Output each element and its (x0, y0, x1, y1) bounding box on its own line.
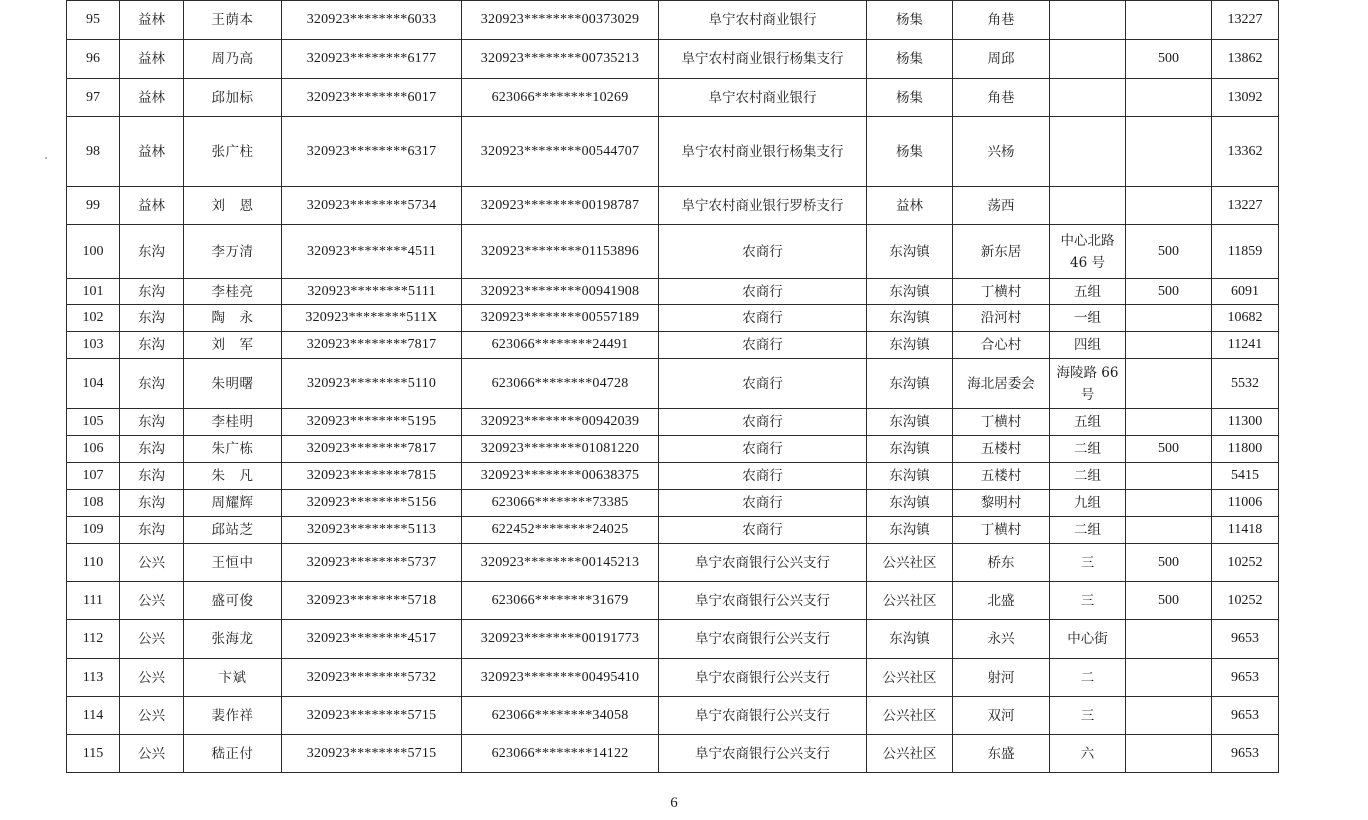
cell-group-address (1050, 40, 1126, 79)
cell-bank-account: 320923********00557189 (462, 305, 659, 332)
cell-total: 13092 (1212, 79, 1279, 117)
cell-serial-number: 113 (67, 659, 120, 697)
cell-village: 丁横村 (953, 279, 1050, 305)
cell-serial-number: 110 (67, 544, 120, 582)
cell-bank-account: 623066********24491 (462, 332, 659, 359)
cell-amount (1126, 659, 1212, 697)
cell-bank: 阜宁农商银行公兴支行 (659, 544, 867, 582)
cell-bank-account: 320923********01153896 (462, 225, 659, 279)
cell-serial-number: 109 (67, 517, 120, 544)
table-row (67, 697, 1279, 735)
cell-group-address: 三 (1050, 697, 1126, 735)
cell-bank-account: 320923********00191773 (462, 620, 659, 659)
cell-bank: 阜宁农商银行公兴支行 (659, 659, 867, 697)
cell-bank: 阜宁农村商业银行罗桥支行 (659, 187, 867, 225)
cell-name: 王荫本 (184, 1, 282, 40)
table-row (67, 279, 1279, 305)
table-row (67, 659, 1279, 697)
cell-id-card: 320923********5737 (282, 544, 462, 582)
cell-township: 东沟镇 (867, 490, 953, 517)
cell-village: 海北居委会 (953, 359, 1050, 409)
cell-bank-account: 623066********31679 (462, 582, 659, 620)
cell-township: 杨集 (867, 40, 953, 79)
cell-id-card: 320923********5715 (282, 697, 462, 735)
cell-bank: 农商行 (659, 359, 867, 409)
cell-town: 公兴 (120, 735, 184, 773)
table-row (67, 582, 1279, 620)
cell-township: 东沟镇 (867, 620, 953, 659)
cell-bank-account: 320923********01081220 (462, 436, 659, 463)
cell-amount (1126, 517, 1212, 544)
cell-id-card: 320923********4517 (282, 620, 462, 659)
cell-serial-number: 106 (67, 436, 120, 463)
cell-town: 益林 (120, 117, 184, 187)
cell-group-address: 二组 (1050, 436, 1126, 463)
table-row (67, 359, 1279, 409)
cell-total: 9653 (1212, 735, 1279, 773)
cell-total: 11418 (1212, 517, 1279, 544)
cell-town: 东沟 (120, 279, 184, 305)
cell-name: 张海龙 (184, 620, 282, 659)
cell-group-address: 中心北路 46 号 (1050, 225, 1126, 279)
cell-village: 北盛 (953, 582, 1050, 620)
cell-bank: 农商行 (659, 305, 867, 332)
table-row (67, 117, 1279, 187)
cell-bank-account: 320923********00145213 (462, 544, 659, 582)
table-row (67, 305, 1279, 332)
cell-amount (1126, 359, 1212, 409)
cell-group-address: 二组 (1050, 463, 1126, 490)
cell-bank: 阜宁农村商业银行杨集支行 (659, 40, 867, 79)
cell-serial-number: 99 (67, 187, 120, 225)
cell-township: 东沟镇 (867, 225, 953, 279)
cell-amount (1126, 697, 1212, 735)
cell-town: 益林 (120, 1, 184, 40)
cell-serial-number: 115 (67, 735, 120, 773)
cell-name: 李桂明 (184, 409, 282, 436)
cell-amount: 500 (1126, 40, 1212, 79)
cell-serial-number: 108 (67, 490, 120, 517)
cell-bank: 农商行 (659, 332, 867, 359)
cell-name: 裴作祥 (184, 697, 282, 735)
cell-serial-number: 114 (67, 697, 120, 735)
cell-bank-account: 622452********24025 (462, 517, 659, 544)
cell-village: 角巷 (953, 1, 1050, 40)
cell-amount (1126, 305, 1212, 332)
cell-amount: 500 (1126, 436, 1212, 463)
cell-amount (1126, 1, 1212, 40)
table-row (67, 187, 1279, 225)
cell-name: 周乃高 (184, 40, 282, 79)
cell-name: 邱加标 (184, 79, 282, 117)
cell-group-address (1050, 79, 1126, 117)
cell-name: 卞斌 (184, 659, 282, 697)
cell-bank: 农商行 (659, 279, 867, 305)
cell-village: 新东居 (953, 225, 1050, 279)
cell-id-card: 320923********5732 (282, 659, 462, 697)
cell-serial-number: 100 (67, 225, 120, 279)
cell-township: 公兴社区 (867, 659, 953, 697)
cell-name: 李桂亮 (184, 279, 282, 305)
cell-bank-account: 320923********00638375 (462, 463, 659, 490)
table-row (67, 463, 1279, 490)
cell-name: 朱明曙 (184, 359, 282, 409)
cell-township: 东沟镇 (867, 463, 953, 490)
cell-town: 益林 (120, 187, 184, 225)
table-row (67, 544, 1279, 582)
cell-amount: 500 (1126, 582, 1212, 620)
table-row (67, 490, 1279, 517)
cell-township: 公兴社区 (867, 544, 953, 582)
cell-village: 合心村 (953, 332, 1050, 359)
cell-village: 荡西 (953, 187, 1050, 225)
cell-total: 11300 (1212, 409, 1279, 436)
cell-group-address: 六 (1050, 735, 1126, 773)
cell-serial-number: 107 (67, 463, 120, 490)
table-row (67, 79, 1279, 117)
table-row (67, 40, 1279, 79)
table-body (67, 1, 1279, 773)
cell-serial-number: 95 (67, 1, 120, 40)
cell-village: 沿河村 (953, 305, 1050, 332)
cell-township: 公兴社区 (867, 582, 953, 620)
cell-total: 10252 (1212, 544, 1279, 582)
cell-village: 双河 (953, 697, 1050, 735)
table-row (67, 620, 1279, 659)
cell-group-address: 二 (1050, 659, 1126, 697)
cell-serial-number: 102 (67, 305, 120, 332)
cell-id-card: 320923********5734 (282, 187, 462, 225)
cell-village: 兴杨 (953, 117, 1050, 187)
cell-id-card: 320923********5156 (282, 490, 462, 517)
cell-bank: 农商行 (659, 490, 867, 517)
cell-village: 丁横村 (953, 409, 1050, 436)
cell-amount: 500 (1126, 544, 1212, 582)
cell-name: 陶 永 (184, 305, 282, 332)
cell-township: 东沟镇 (867, 332, 953, 359)
cell-serial-number: 97 (67, 79, 120, 117)
cell-town: 公兴 (120, 544, 184, 582)
cell-group-address (1050, 1, 1126, 40)
cell-bank: 农商行 (659, 517, 867, 544)
cell-township: 杨集 (867, 79, 953, 117)
cell-township: 杨集 (867, 1, 953, 40)
cell-amount (1126, 735, 1212, 773)
cell-village: 角巷 (953, 79, 1050, 117)
cell-group-address: 九组 (1050, 490, 1126, 517)
table-row (67, 735, 1279, 773)
cell-town: 东沟 (120, 305, 184, 332)
cell-bank-account: 320923********00941908 (462, 279, 659, 305)
cell-total: 11800 (1212, 436, 1279, 463)
cell-group-address: 四组 (1050, 332, 1126, 359)
cell-bank: 农商行 (659, 409, 867, 436)
recipient-table (66, 0, 1279, 773)
cell-bank: 阜宁农商银行公兴支行 (659, 620, 867, 659)
cell-bank-account: 320923********00942039 (462, 409, 659, 436)
cell-group-address: 三 (1050, 544, 1126, 582)
cell-bank: 农商行 (659, 225, 867, 279)
cell-serial-number: 98 (67, 117, 120, 187)
cell-village: 射河 (953, 659, 1050, 697)
cell-id-card: 320923********5110 (282, 359, 462, 409)
cell-town: 东沟 (120, 409, 184, 436)
cell-id-card: 320923********6317 (282, 117, 462, 187)
cell-id-card: 320923********7817 (282, 332, 462, 359)
cell-id-card: 320923********4511 (282, 225, 462, 279)
cell-total: 13227 (1212, 1, 1279, 40)
cell-name: 朱广栋 (184, 436, 282, 463)
cell-bank: 阜宁农村商业银行杨集支行 (659, 117, 867, 187)
cell-serial-number: 105 (67, 409, 120, 436)
cell-serial-number: 101 (67, 279, 120, 305)
cell-id-card: 320923********5195 (282, 409, 462, 436)
cell-total: 10252 (1212, 582, 1279, 620)
cell-total: 13227 (1212, 187, 1279, 225)
cell-group-address: 二组 (1050, 517, 1126, 544)
cell-bank-account: 320923********00495410 (462, 659, 659, 697)
cell-total: 13362 (1212, 117, 1279, 187)
cell-total: 5415 (1212, 463, 1279, 490)
cell-id-card: 320923********7815 (282, 463, 462, 490)
cell-bank: 农商行 (659, 436, 867, 463)
cell-name: 邱站芝 (184, 517, 282, 544)
cell-group-address: 中心街 (1050, 620, 1126, 659)
cell-village: 黎明村 (953, 490, 1050, 517)
cell-village: 永兴 (953, 620, 1050, 659)
cell-id-card: 320923********6177 (282, 40, 462, 79)
cell-village: 丁横村 (953, 517, 1050, 544)
cell-name: 周耀辉 (184, 490, 282, 517)
cell-name: 刘 恩 (184, 187, 282, 225)
table-row (67, 1, 1279, 40)
cell-bank-account: 320923********00735213 (462, 40, 659, 79)
cell-bank: 阜宁农商银行公兴支行 (659, 697, 867, 735)
cell-amount (1126, 620, 1212, 659)
cell-bank: 阜宁农商银行公兴支行 (659, 582, 867, 620)
cell-township: 杨集 (867, 117, 953, 187)
cell-bank-account: 623066********14122 (462, 735, 659, 773)
cell-town: 东沟 (120, 517, 184, 544)
cell-township: 益林 (867, 187, 953, 225)
cell-town: 公兴 (120, 697, 184, 735)
cell-group-address (1050, 117, 1126, 187)
cell-amount (1126, 490, 1212, 517)
cell-bank: 农商行 (659, 463, 867, 490)
cell-name: 王恒中 (184, 544, 282, 582)
cell-town: 公兴 (120, 659, 184, 697)
cell-id-card: 320923********511X (282, 305, 462, 332)
cell-amount: 500 (1126, 225, 1212, 279)
cell-township: 公兴社区 (867, 697, 953, 735)
cell-amount: 500 (1126, 279, 1212, 305)
cell-name: 朱 凡 (184, 463, 282, 490)
cell-total: 6091 (1212, 279, 1279, 305)
cell-town: 东沟 (120, 332, 184, 359)
cell-name: 张广柱 (184, 117, 282, 187)
cell-township: 东沟镇 (867, 517, 953, 544)
cell-bank-account: 320923********00198787 (462, 187, 659, 225)
page-number: 6 (670, 795, 678, 811)
cell-total: 5532 (1212, 359, 1279, 409)
cell-serial-number: 104 (67, 359, 120, 409)
table-row (67, 436, 1279, 463)
cell-total: 11859 (1212, 225, 1279, 279)
cell-township: 东沟镇 (867, 305, 953, 332)
cell-amount (1126, 117, 1212, 187)
cell-amount (1126, 332, 1212, 359)
cell-group-address: 五组 (1050, 409, 1126, 436)
cell-group-address: 三 (1050, 582, 1126, 620)
cell-town: 公兴 (120, 582, 184, 620)
cell-village: 东盛 (953, 735, 1050, 773)
cell-town: 公兴 (120, 620, 184, 659)
cell-id-card: 320923********5718 (282, 582, 462, 620)
cell-total: 11006 (1212, 490, 1279, 517)
cell-village: 五楼村 (953, 436, 1050, 463)
cell-township: 公兴社区 (867, 735, 953, 773)
cell-village: 五楼村 (953, 463, 1050, 490)
cell-group-address: 海陵路 66 号 (1050, 359, 1126, 409)
cell-bank-account: 623066********04728 (462, 359, 659, 409)
cell-name: 李万清 (184, 225, 282, 279)
cell-name: 盛可俊 (184, 582, 282, 620)
cell-id-card: 320923********6033 (282, 1, 462, 40)
cell-serial-number: 96 (67, 40, 120, 79)
table-row (67, 225, 1279, 279)
cell-bank-account: 623066********73385 (462, 490, 659, 517)
table-row (67, 409, 1279, 436)
cell-total: 13862 (1212, 40, 1279, 79)
cell-bank-account: 623066********10269 (462, 79, 659, 117)
cell-amount (1126, 187, 1212, 225)
cell-town: 东沟 (120, 225, 184, 279)
cell-town: 东沟 (120, 490, 184, 517)
table-row (67, 517, 1279, 544)
cell-serial-number: 103 (67, 332, 120, 359)
cell-amount (1126, 463, 1212, 490)
cell-group-address: 五组 (1050, 279, 1126, 305)
cell-id-card: 320923********7817 (282, 436, 462, 463)
cell-total: 9653 (1212, 697, 1279, 735)
cell-bank: 阜宁农村商业银行 (659, 1, 867, 40)
cell-name: 嵇正付 (184, 735, 282, 773)
scan-speck (45, 157, 47, 159)
cell-township: 东沟镇 (867, 279, 953, 305)
cell-total: 9653 (1212, 620, 1279, 659)
cell-bank-account: 623066********34058 (462, 697, 659, 735)
cell-bank-account: 320923********00544707 (462, 117, 659, 187)
cell-serial-number: 111 (67, 582, 120, 620)
cell-township: 东沟镇 (867, 436, 953, 463)
cell-id-card: 320923********5111 (282, 279, 462, 305)
cell-group-address: 一组 (1050, 305, 1126, 332)
cell-total: 11241 (1212, 332, 1279, 359)
cell-id-card: 320923********5113 (282, 517, 462, 544)
cell-group-address (1050, 187, 1126, 225)
cell-serial-number: 112 (67, 620, 120, 659)
cell-bank: 阜宁农商银行公兴支行 (659, 735, 867, 773)
cell-total: 10682 (1212, 305, 1279, 332)
cell-id-card: 320923********6017 (282, 79, 462, 117)
cell-town: 东沟 (120, 436, 184, 463)
table-row (67, 332, 1279, 359)
cell-township: 东沟镇 (867, 409, 953, 436)
cell-id-card: 320923********5715 (282, 735, 462, 773)
cell-name: 刘 军 (184, 332, 282, 359)
cell-total: 9653 (1212, 659, 1279, 697)
cell-town: 东沟 (120, 359, 184, 409)
cell-village: 周邱 (953, 40, 1050, 79)
cell-amount (1126, 79, 1212, 117)
cell-bank-account: 320923********00373029 (462, 1, 659, 40)
cell-town: 东沟 (120, 463, 184, 490)
cell-town: 益林 (120, 79, 184, 117)
cell-amount (1126, 409, 1212, 436)
cell-township: 东沟镇 (867, 359, 953, 409)
cell-bank: 阜宁农村商业银行 (659, 79, 867, 117)
cell-village: 桥东 (953, 544, 1050, 582)
cell-town: 益林 (120, 40, 184, 79)
